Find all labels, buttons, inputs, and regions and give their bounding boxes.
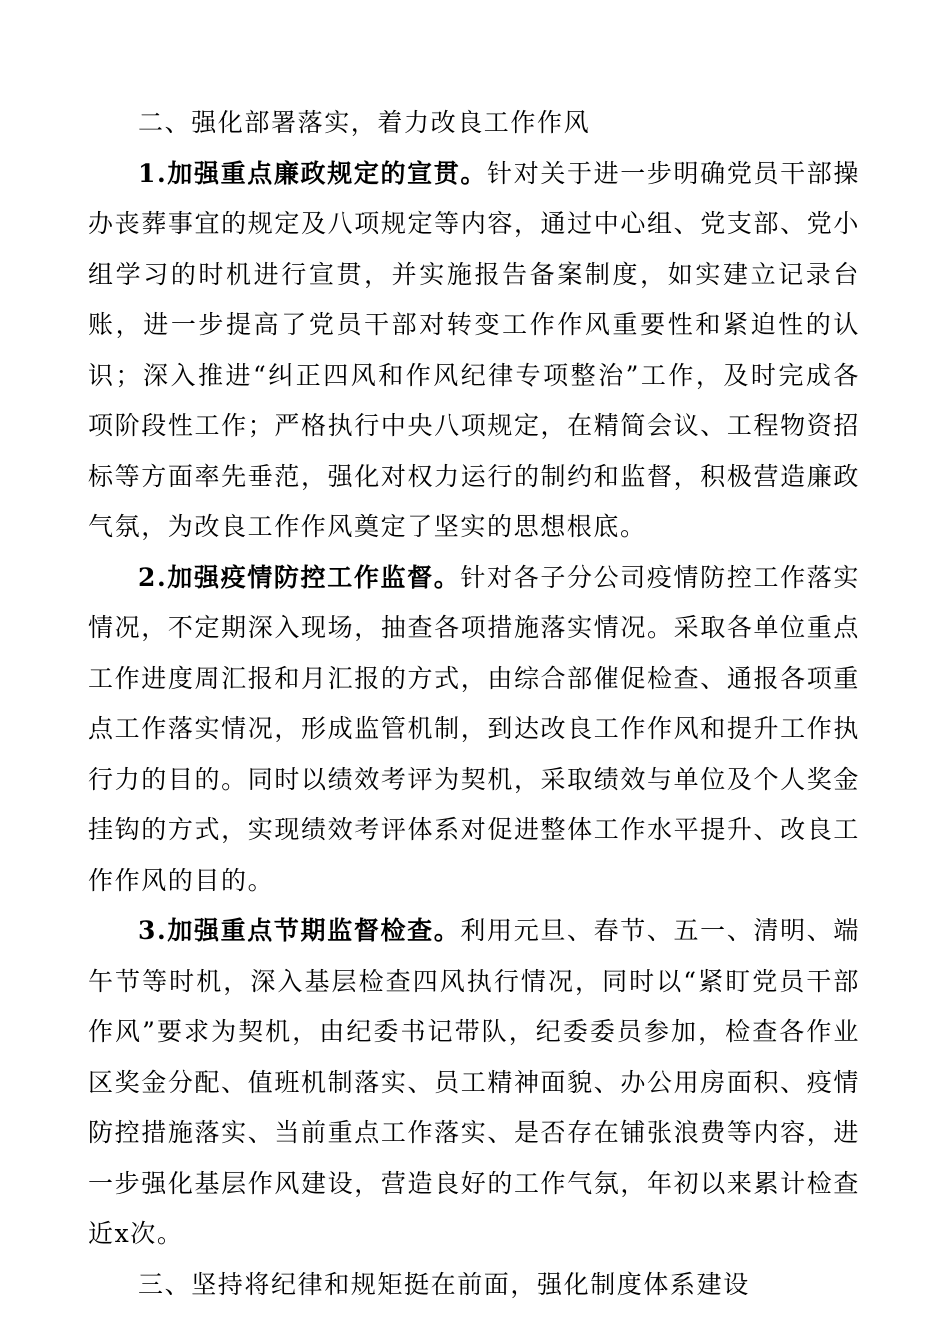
section-heading-3: 三、坚持将纪律和规矩挺在前面，强化制度体系建设	[138, 1269, 750, 1299]
item-3-lead: 3.加强重点节期监督检查。	[138, 916, 461, 945]
paragraph-item-2	[88, 553, 860, 907]
item-1-body: 针对关于进一步明确党员干部操办丧葬事宜的规定及八项规定等内容，通过中心组、党支部、党小组学习的时机进行宣贯，并实施报告备案制度，如实建立记录台账，进一步提高了党员干部对转变工作作风重要性和紧迫性的认识；深入推进“纠正四风和作风纪律专项整治”工作，及时完成各项阶段性工作；严格执行中央八项规定，在精简会议、工程物资招标等方面率先垂范，强化对权力运行的制约和监督，积极营造廉政气氛，为改良工作作风奠定了坚实的思想根底。	[88, 158, 860, 541]
paragraph-item-3	[88, 906, 860, 1260]
item-2-body: 针对各子分公司疫情防控工作落实情况，不定期深入现场，抽查各项措施落实情况。采取各单位重点工作进度周汇报和月汇报的方式，由综合部催促检查、通报各项重点工作落实情况，形成监管机制，到达改良工作作风和提升工作执行力的目的。同时以绩效考评为契机，采取绩效与单位及个人奖金挂钩的方式，实现绩效考评体系对促进整体工作水平提升、改良工作作风的目的。	[88, 562, 860, 895]
item-3-body: 利用元旦、春节、五一、清明、端午节等时机，深入基层检查四风执行情况，同时以“紧盯党员干部作风”要求为契机，由纪委书记带队，纪委委员参加，检查各作业区奖金分配、值班机制落实、员工精神面貌、办公用房面积、疫情防控措施落实、当前重点工作落实、是否存在铺张浪费等内容，进一步强化基层作风建设，营造良好的工作气氛，年初以来累计检查近x次。	[88, 916, 860, 1248]
paragraph-item-1	[88, 149, 860, 553]
item-1-lead: 1.加强重点廉政规定的宣贯。	[138, 158, 488, 188]
document-body	[88, 98, 860, 1310]
item-2-lead: 2.加强疫情防控工作监督。	[138, 562, 461, 592]
section-heading-2: 二、强化部署落实，着力改良工作作风	[138, 108, 591, 137]
